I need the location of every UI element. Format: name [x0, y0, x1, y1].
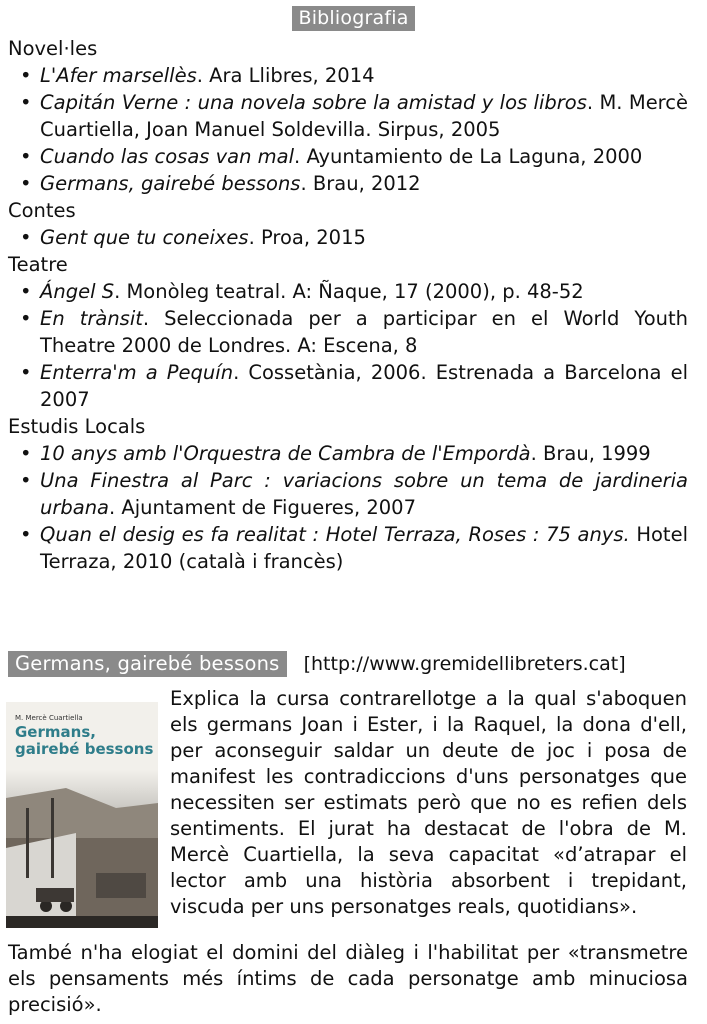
entry-details: . Brau, 1999 [530, 442, 651, 465]
entry-details: . Ayuntamiento de La Laguna, 2000 [294, 145, 643, 168]
bibliography-entry [8, 170, 688, 197]
entry-details: . Brau, 2012 [300, 172, 421, 195]
bullet-icon: • [20, 469, 32, 492]
cover-illustration [6, 778, 158, 928]
bibliography-entry [8, 143, 688, 170]
feature-header [8, 651, 698, 677]
bibliography-entry [8, 305, 688, 359]
bibliography-entry [8, 224, 688, 251]
entry-title: Una Finestra al Parc : variacions sobre un tema de jardineria urbana [40, 469, 688, 519]
cover-author: M. Mercè Cuartiella [15, 714, 83, 722]
entry-title: L'Afer marsellès [40, 64, 197, 87]
bibliography-entry [8, 521, 688, 575]
entry-details: . Ara Llibres, 2014 [196, 64, 375, 87]
section-heading: Estudis Locals [8, 415, 146, 438]
bullet-icon: • [20, 64, 32, 87]
entry-title: 10 anys amb l'Orquestra de Cambra de l'Empordà [40, 442, 531, 465]
book-cover-image [6, 702, 158, 928]
entry-list [8, 224, 688, 251]
source-link[interactable]: [http://www.gremidellibreters.cat] [303, 653, 626, 675]
bullet-icon: • [20, 280, 32, 303]
bibliography-entry [8, 440, 688, 467]
bibliography-entry [8, 62, 688, 89]
section-heading: Contes [8, 199, 76, 222]
cover-title: Germans, gairebé bessons [15, 723, 154, 758]
bibliography-list [8, 35, 688, 575]
section-heading: Novel·les [8, 37, 98, 60]
entry-title: Cuando las cosas van mal [40, 145, 295, 168]
entry-details: . Cossetània, 2006. Estrenada a Barcelona el 2007 [40, 361, 688, 411]
entry-title: Gent que tu coneixes [40, 226, 249, 249]
bibliography-entry [8, 359, 688, 413]
entry-details: . Seleccionada per a participar en el World Youth Theatre 2000 de Londres. A: Escena, 8 [40, 307, 688, 357]
bullet-icon: • [20, 172, 32, 195]
book-description: Explica la cursa contrarellotge a la qual s'aboquen els germans Joan i Ester, i la Raquel, la dona d'ell, per aconseguir saldar un deute de joc i posa de manifest les contradiccions d'uns personatges que necessiten ser estimats però que no es refien dels sentiments. El jurat ha destacat de l'obra de M. Mercè Cuartiella, la seva capacitat «d’atrapar el lector amb una història absorbent i trepidant, viscuda per uns personatges reals, quotidians». [170, 687, 687, 918]
bullet-icon: • [20, 442, 32, 465]
page-title: Bibliografia [292, 6, 414, 31]
page-title-wrap [0, 6, 707, 31]
book-closing-paragraph: També n'ha elogiat el domini del diàleg i l'habilitat per «transmetre els pensaments més íntims de cada personatge amb minuciosa precisió». [8, 941, 688, 1016]
entry-details: . Monòleg teatral. A: Ñaque, 17 (2000), p. 48-52 [114, 280, 584, 303]
feature-title: Germans, gairebé bessons [8, 651, 287, 677]
entry-title: Enterra'm a Pequín [40, 361, 234, 384]
entry-list [8, 62, 688, 197]
entry-title: Quan el desig es fa realitat : Hotel Terraza, Roses : 75 anys. [40, 523, 630, 546]
entry-title: En trànsit [40, 307, 143, 330]
entry-details: . Proa, 2015 [248, 226, 366, 249]
bibliography-entry [8, 278, 688, 305]
entry-details: . Ajuntament de Figueres, 2007 [109, 496, 416, 519]
bullet-icon: • [20, 361, 32, 384]
bullet-icon: • [20, 523, 32, 546]
entry-list [8, 278, 688, 413]
entry-details: . M. Mercè Cuartiella, Joan Manuel Soldevilla. Sirpus, 2005 [40, 91, 688, 141]
bullet-icon: • [20, 145, 32, 168]
bibliography-entry [8, 89, 688, 143]
bullet-icon: • [20, 226, 32, 249]
bibliography-entry [8, 467, 688, 521]
entry-title: Germans, gairebé bessons [40, 172, 301, 195]
bullet-icon: • [20, 307, 32, 330]
entry-title: Ángel S [40, 280, 115, 303]
entry-title: Capitán Verne : una novela sobre la amistad y los libros [40, 91, 587, 114]
bullet-icon: • [20, 91, 32, 114]
section-heading: Teatre [8, 253, 68, 276]
entry-details: Hotel Terraza, 2010 (català i francès) [40, 523, 688, 573]
entry-list [8, 440, 688, 575]
